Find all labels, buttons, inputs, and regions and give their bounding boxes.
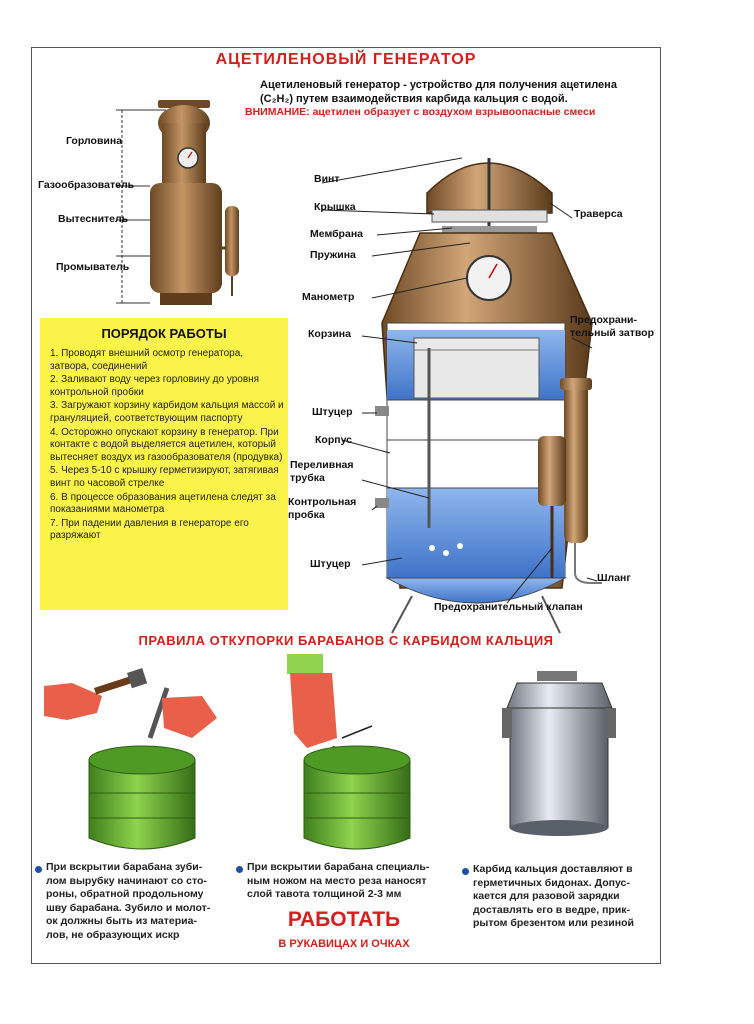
procedure-step: 1. Проводят внешний осмотр генератора, затвора, соединений bbox=[50, 348, 244, 372]
work-warning-subtitle: В РУКАВИЦАХ И ОЧКАХ bbox=[278, 938, 410, 950]
label-fitting-bottom: Штуцер bbox=[310, 558, 351, 570]
note-line: кается для разовой зарядки bbox=[473, 890, 620, 902]
label-spring: Пружина bbox=[310, 249, 356, 261]
label-body: Корпус bbox=[315, 434, 352, 446]
procedure-step: 4. Осторожно опускают корзину в генератор. При контакте с водой выделяется ацетилен, который вытесняет воздух из газообразователя (продувка) bbox=[50, 426, 283, 463]
procedure-step: 3. Загружают корзину карбидом кальция массой и грануляцией, соответствующим паспорту bbox=[50, 400, 284, 424]
note-line: роны, обратной продольному bbox=[46, 888, 204, 900]
procedure-step: 6. В процессе образования ацетилена следят за показаниями манометра bbox=[50, 491, 276, 516]
label-hose: Шланг bbox=[597, 572, 631, 584]
drum-note-delivery bbox=[473, 863, 660, 931]
note-line: При вскрытии барабана специаль- bbox=[247, 861, 430, 873]
drums-section-title: ПРАВИЛА ОТКУПОРКИ БАРАБАНОВ С КАРБИДОМ КАЛЬЦИЯ bbox=[138, 633, 554, 648]
label-safety-lock-line-1: Предохрани- bbox=[570, 314, 638, 326]
note-line: лом вырубку начинают со сто- bbox=[46, 874, 207, 887]
drum-note-chisel bbox=[46, 861, 256, 942]
label-fitting-top: Штуцер bbox=[312, 406, 353, 418]
label-safety-lock-line-2: тельный затвор bbox=[570, 327, 654, 339]
bullet-icon bbox=[236, 866, 243, 873]
label-safety-valve: Предохранительный клапан bbox=[434, 601, 583, 613]
drum-note-knife bbox=[247, 861, 457, 902]
label-membrane: Мембрана bbox=[310, 228, 363, 240]
note-line: шву барабана. Зубило и молот- bbox=[46, 901, 211, 914]
note-line: рытом брезентом или резиной bbox=[473, 917, 634, 929]
note-line: При вскрытии барабана зуби- bbox=[46, 861, 203, 873]
intro-line-2: (C₂H₂) путем взаимодействия карбида кальция с водой. bbox=[260, 93, 568, 105]
work-warning-title: РАБОТАТЬ bbox=[287, 908, 401, 931]
note-line: доставлять его в ведре, прик- bbox=[473, 903, 631, 916]
procedure-step: 7. При падении давления в генераторе его разряжают bbox=[50, 517, 249, 542]
label-gas-former: Газообразователь bbox=[38, 179, 135, 191]
label-washer: Промыватель bbox=[56, 261, 130, 273]
procedure-step: 5. Через 5-10 с крышку герметизируют, затягивая винт по часовой стрелке bbox=[50, 465, 279, 489]
procedure-title: ПОРЯДОК РАБОТЫ bbox=[101, 326, 227, 341]
procedure-step: 2. Заливают воду через горловину до уровня контрольной пробки bbox=[50, 374, 260, 398]
note-line: герметичных бидонах. Допус- bbox=[473, 876, 630, 889]
note-line: ным ножом на место реза наносят bbox=[247, 874, 427, 887]
drum-opening-illustrations bbox=[32, 48, 660, 963]
label-control-plug-line-2: пробка bbox=[288, 509, 325, 521]
page-title: АЦЕТИЛЕНОВЫЙ ГЕНЕРАТОР bbox=[215, 51, 477, 68]
label-displacer: Вытеснитель bbox=[58, 213, 129, 225]
label-screw: Винт bbox=[314, 173, 340, 185]
label-basket: Корзина bbox=[308, 328, 351, 340]
label-overflow-tube-line-2: трубка bbox=[290, 472, 325, 484]
bullet-icon bbox=[462, 868, 469, 875]
warning-body: ацетилен образует с воздухом взрывоопасные смеси bbox=[309, 106, 596, 118]
label-manometer: Манометр bbox=[302, 291, 355, 303]
note-line: слой тавота толщиной 2-3 мм bbox=[247, 888, 402, 900]
poster bbox=[31, 47, 661, 964]
note-line: лов, не образующих искр bbox=[46, 928, 180, 941]
note-line: ок должны быть из материа- bbox=[46, 915, 197, 927]
note-line: Карбид кальция доставляют в bbox=[473, 863, 633, 875]
label-traverse: Траверса bbox=[574, 208, 623, 220]
label-lid: Крышка bbox=[314, 201, 356, 213]
warning-prefix: ВНИМАНИЕ: bbox=[245, 106, 310, 118]
label-control-plug-line-1: Контрольная bbox=[288, 496, 357, 508]
label-neck: Горловина bbox=[66, 135, 123, 147]
intro-line-1: Ацетиленовый генератор - устройство для получения ацетилена bbox=[260, 79, 617, 91]
label-overflow-tube-line-1: Переливная bbox=[290, 459, 354, 471]
bullet-icon bbox=[35, 866, 42, 873]
